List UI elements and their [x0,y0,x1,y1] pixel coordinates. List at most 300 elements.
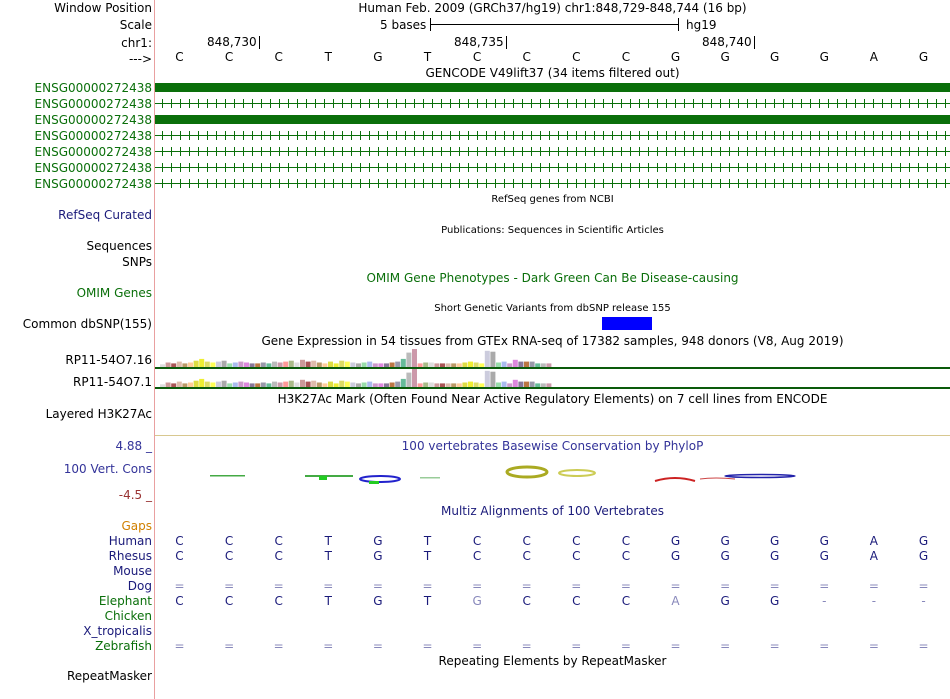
gtex-tissue-bar[interactable] [244,383,249,388]
gtex-tissue-bar[interactable] [451,363,456,367]
multiz.species.1.bases-base: C [621,549,631,563]
alignment-row [155,579,950,593]
multiz.species.7.bases-base: = [720,639,731,653]
multiz.species.0.bases-base: C [224,534,234,548]
gtex-tissue-bar[interactable] [238,382,243,387]
gtex-tissue-bar[interactable] [199,359,204,367]
gtex-tissue-bar[interactable] [171,383,176,387]
multiz.species.1.bases-base: T [324,549,332,563]
multiz.species.3.bases-base: = [323,579,334,593]
gtex-tissue-bar[interactable] [384,383,389,387]
gtex-tissue-bar[interactable] [507,383,512,387]
chr-tick: 848,730 [207,36,260,49]
reference_bases-base: G [670,50,681,64]
gtex-tissue-bar[interactable] [233,383,238,388]
multiz.species.7.bases-base: = [323,639,334,653]
gencode-title[interactable]: GENCODE V49lift37 (34 items filtered out) [425,66,680,80]
multiz.species.7.bases-base: = [224,639,235,653]
gencode-item-label[interactable]: ENSG00000272438 [34,161,152,175]
multiz.species.3.bases-base: = [918,579,929,593]
gtex-tissue-bar[interactable] [205,362,210,367]
gencode-item-label[interactable]: ENSG00000272438 [34,177,152,191]
reference_bases-base: C [224,50,234,64]
gtex-tissue-bar[interactable] [457,383,462,387]
gtex-tissue-bar[interactable] [194,381,199,387]
gtex-tissue-bar[interactable] [182,383,187,387]
chr-tick: 848,740 [702,36,755,49]
gtex-tissue-bar[interactable] [188,363,193,368]
multiz.species.0.bases-base: G [670,534,681,548]
gtex-tissue-bar[interactable] [446,363,451,367]
gtex-tissue-bar[interactable] [199,379,204,387]
multiz.species.0.bases-base: T [423,534,432,548]
gtex-tissue-bar[interactable] [166,363,171,368]
phylop-logo[interactable] [155,460,950,490]
gaps-label: Gaps [121,519,152,533]
gtex-tissue-bar[interactable] [541,363,546,367]
gtex-tissue-bar[interactable] [345,382,350,387]
gtex-tissue-bar[interactable] [356,363,361,367]
dbsnp-title: Short Genetic Variants from dbSNP release 155 [434,303,671,314]
gtex-tissue-bar[interactable] [395,362,400,367]
reference_bases-base: T [324,50,332,64]
multiz.species.3.bases-base: = [372,579,383,593]
gtex-tissue-bar[interactable] [227,363,232,367]
gtex-tissue-bar[interactable] [283,382,288,387]
window-position-label: Window Position [54,1,152,15]
multiz.species.7.bases-base: = [521,639,532,653]
multiz.species.3.bases-base: = [571,579,582,593]
gtex-tissue-bar[interactable] [451,383,456,387]
multiz.species.0.bases-base: G [373,534,383,548]
multiz.species.3.bases-base: = [868,579,879,593]
gtex-tissue-bar[interactable] [362,383,367,388]
gtex-tissue-bar[interactable] [434,383,439,387]
multiz.species.0.bases-base: C [274,534,283,548]
gencode-feature[interactable] [155,147,950,156]
gtex-tissue-bar[interactable] [418,383,423,387]
gtex-tissue-bar[interactable] [390,383,395,388]
gencode-item-label[interactable]: ENSG00000272438 [34,113,152,127]
multiz.species.3.bases-base: = [224,579,235,593]
gtex-tissue-bar[interactable] [311,381,316,387]
multiz.species.0.bases-base: C [522,534,531,548]
multiz.species.7.bases-base: = [918,639,929,653]
gtex-tissue-bar[interactable] [210,383,215,388]
alignment-row [155,624,950,638]
gtex-tissue-bar[interactable] [350,383,355,388]
gtex-tissue-bar[interactable] [429,363,434,368]
gtex-tissue-bar[interactable] [160,384,165,387]
multiz.species.1.bases-base: G [819,549,829,563]
dbsnp-variant[interactable] [602,317,652,330]
gtex-tissue-bar[interactable] [250,363,255,367]
gtex-tissue-bar[interactable] [278,363,283,368]
multiz.species.1.bases-base: C [522,549,531,563]
gtex-tissue-bar[interactable] [524,382,529,387]
gencode-item-label[interactable]: ENSG00000272438 [34,145,152,159]
gtex-tissue-bar[interactable] [250,383,255,387]
gtex-tissue-bar[interactable] [513,380,518,387]
gtex-tissue-bar[interactable] [406,373,411,387]
reference_bases-base: G [819,50,829,64]
gtex-tissue-bar[interactable] [490,372,495,387]
alignment-row [155,609,950,623]
gtex-tissue-bar[interactable] [311,361,316,367]
gtex-tissue-bar[interactable] [530,362,535,367]
reference_bases-base: C [621,50,631,64]
gencode-feature[interactable] [155,99,950,108]
h3k27ac-baseline [155,435,950,436]
gtex-tissue-bar[interactable] [294,383,299,388]
multiz.species.1.bases-base: C [274,549,283,563]
window-position-text: Human Feb. 2009 (GRCh37/hg19) chr1:848,729-848,744 (16 bp) [358,1,747,15]
gtex-gene-1-bars[interactable] [155,347,950,369]
phylop-max-label: 4.88 _ [115,439,152,453]
refseq-label[interactable]: RefSeq Curated [58,208,152,222]
gtex-tissue-bar[interactable] [266,383,271,387]
gtex-tissue-bar[interactable] [166,383,171,388]
gtex-tissue-bar[interactable] [423,383,428,388]
gtex-tissue-bar[interactable] [255,383,260,387]
repeatmasker-label[interactable]: RepeatMasker [66,669,152,683]
gencode-item-label[interactable]: ENSG00000272438 [34,81,152,95]
multiz.species.3.bases-base: = [521,579,532,593]
gtex-tissue-bar[interactable] [440,383,445,387]
multiz.species.7.bases-base: = [472,639,483,653]
gtex-tissue-bar[interactable] [272,362,277,367]
gtex-tissue-bar[interactable] [462,363,467,368]
gtex-tissue-bar[interactable] [513,360,518,367]
gtex-tissue-bar[interactable] [300,360,305,367]
multiz.species.1.bases-base: C [472,549,482,563]
multiz.species.0.bases-base: G [819,534,829,548]
gtex-tissue-bar[interactable] [468,382,473,387]
multiz.species.1.bases-base: G [918,549,929,563]
gtex-tissue-bar[interactable] [216,382,221,387]
gtex-tissue-bar[interactable] [171,363,176,367]
gtex-tissue-bar[interactable] [474,383,479,388]
multiz.species.4.bases-base: A [671,594,680,608]
gtex-tissue-bar[interactable] [530,382,535,387]
gtex-tissue-bar[interactable] [412,369,417,387]
multiz.species.0.bases-base: C [175,534,184,548]
multiz.species.4.bases-base: - [871,594,877,608]
gtex-tissue-bar[interactable] [412,349,417,367]
multiz.species.3.bases-base: = [720,579,731,593]
multiz.species.4.bases-base: T [324,594,332,608]
chr-tick: 848,735 [454,36,507,49]
multiz.species.1.bases-base: C [572,549,581,563]
species-label-chicken: Chicken [104,609,152,623]
gtex-tissue-bar[interactable] [496,363,501,368]
gtex-tissue-bar[interactable] [479,383,484,387]
phylop-min-label: -4.5 _ [118,488,152,502]
snps-label[interactable]: SNPs [122,255,152,269]
gtex-tissue-bar[interactable] [535,383,540,387]
gtex-tissue-bar[interactable] [328,362,333,367]
h3k27ac-label[interactable]: Layered H3K27Ac [45,407,152,421]
gtex-gene-2-bars[interactable] [155,369,950,389]
multiz.species.3.bases-base: = [819,579,830,593]
refseq-title: RefSeq genes from NCBI [491,194,614,205]
multiz.species.1.bases-base: G [373,549,383,563]
multiz.species.0.bases-base: C [472,534,482,548]
gtex-tissue-bar[interactable] [339,361,344,367]
gencode-feature[interactable] [155,163,950,172]
gtex-tissue-bar[interactable] [485,371,490,387]
gtex-tissue-bar[interactable] [395,382,400,387]
species-label-xtropicalis: X_tropicalis [83,624,152,638]
gtex-tissue-bar[interactable] [479,363,484,367]
gtex-tissue-bar[interactable] [177,362,182,367]
reference_bases-base: C [274,50,283,64]
reference_bases-base: C [472,50,482,64]
gtex-tissue-bar[interactable] [210,363,215,368]
scale-assembly: hg19 [686,18,717,32]
multiz.species.3.bases-base: = [174,579,185,593]
multiz.species.0.bases-base: C [572,534,581,548]
gtex-tissue-bar[interactable] [317,383,322,388]
multiz.species.4.bases-base: G [472,594,482,608]
gtex-tissue-bar[interactable] [334,363,339,367]
reference_bases-base: C [572,50,581,64]
gtex-tissue-bar[interactable] [345,362,350,367]
multiz.species.3.bases-base: = [472,579,483,593]
gtex-tissue-bar[interactable] [462,383,467,388]
multiz.species.7.bases-base: = [868,639,879,653]
phylop-title: 100 vertebrates Basewise Conservation by PhyloP [401,439,704,453]
multiz.species.7.bases-base: = [769,639,780,653]
gtex-tissue-bar[interactable] [261,363,266,368]
species-label-zebrafish: Zebrafish [95,639,152,653]
gtex-tissue-bar[interactable] [518,362,523,367]
multiz.species.7.bases-base: = [273,639,284,653]
gtex-tissue-bar[interactable] [194,361,199,367]
gtex-tissue-bar[interactable] [401,379,406,387]
gtex-tissue-bar[interactable] [244,363,249,368]
gtex-tissue-bar[interactable] [507,363,512,367]
multiz.species.4.bases-base: - [921,594,926,608]
gtex-tissue-bar[interactable] [205,382,210,387]
gtex-tissue-bar[interactable] [350,363,355,368]
multiz.species.7.bases-base: = [174,639,185,653]
scale-size-text: 5 bases [380,18,427,32]
gencode-item-label[interactable]: ENSG00000272438 [34,129,152,143]
reference_bases-base: G [918,50,929,64]
repeatmasker-title: Repeating Elements by RepeatMasker [438,654,667,668]
gtex-tissue-bar[interactable] [160,364,165,367]
multiz.species.4.bases-base: G [720,594,730,608]
gtex-tissue-bar[interactable] [367,382,372,387]
multiz.species.4.bases-base: G [770,594,780,608]
gtex-tissue-bar[interactable] [356,383,361,387]
species-label-dog: Dog [127,579,152,593]
multiz.species.4.bases-base: - [822,594,827,608]
gtex-tissue-bar[interactable] [541,383,546,387]
gtex-gene-label[interactable]: RP11-54O7.16 [65,353,152,367]
gencode-feature[interactable] [155,179,950,188]
gtex-tissue-bar[interactable] [502,362,507,367]
multiz-title: Multiz Alignments of 100 Vertebrates [440,504,665,518]
gtex-tissue-bar[interactable] [328,382,333,387]
multiz.species.3.bases-base: = [769,579,780,593]
gtex-tissue-bar[interactable] [177,382,182,387]
reference_bases-base: G [720,50,730,64]
gtex-tissue-bar[interactable] [238,362,243,367]
multiz.species.4.bases-base: T [423,594,432,608]
multiz.species.4.bases-base: C [224,594,234,608]
gtex-tissue-bar[interactable] [227,383,232,387]
gtex-tissue-bar[interactable] [339,381,344,387]
gtex-tissue-bar[interactable] [373,383,378,387]
multiz.species.4.bases-base: G [373,594,383,608]
species-label-mouse: Mouse [113,564,152,578]
multiz.species.3.bases-base: = [273,579,284,593]
gtex-tissue-bar[interactable] [255,363,260,367]
gtex-tissue-bar[interactable] [289,381,294,387]
gtex-title: Gene Expression in 54 tissues from GTEx RNA-seq of 17382 samples, 948 donors (V8, Aug 2019) [261,334,844,348]
gtex-tissue-bar[interactable] [233,363,238,368]
multiz.species.7.bases-base: = [422,639,433,653]
gtex-tissue-bar[interactable] [300,380,305,387]
alignment-row [155,549,950,563]
gtex-tissue-bar[interactable] [261,383,266,388]
gencode-feature[interactable] [155,83,950,92]
multiz.species.0.bases-base: T [324,534,332,548]
gtex-tissue-bar[interactable] [496,383,501,388]
gtex-tissue-bar[interactable] [502,382,507,387]
reference_bases-base: C [175,50,184,64]
multiz.species.0.bases-base: G [770,534,780,548]
gtex-tissue-bar[interactable] [546,383,551,387]
gtex-tissue-bar[interactable] [322,383,327,387]
dbsnp-label[interactable]: Common dbSNP(155) [22,317,152,331]
multiz.species.3.bases-base: = [422,579,433,593]
scale-label: Scale [119,18,152,32]
gtex-gene-label[interactable]: RP11-54O7.1 [73,375,152,389]
multiz.species.4.bases-base: C [175,594,184,608]
alignment-row [155,594,950,608]
species-label-human: Human [108,534,152,548]
gtex-tissue-bar[interactable] [334,383,339,387]
gtex-tissue-bar[interactable] [182,363,187,367]
gtex-tissue-bar[interactable] [440,363,445,367]
gtex-tissue-bar[interactable] [216,362,221,367]
gtex-tissue-bar[interactable] [322,363,327,367]
phylop-label[interactable]: 100 Vert. Cons [63,462,152,476]
gtex-tissue-bar[interactable] [278,383,283,388]
gtex-tissue-bar[interactable] [294,363,299,368]
gtex-tissue-bar[interactable] [378,363,383,367]
reference-sequence [155,50,950,64]
reference_bases-base: A [869,50,878,64]
gtex-tissue-bar[interactable] [266,363,271,367]
alignment-row [155,564,950,578]
species-label-elephant: Elephant [98,594,152,608]
h3k27ac-title: H3K27Ac Mark (Often Found Near Active Regulatory Elements) on 7 cell lines from ENCODE [277,392,828,406]
gtex-tissue-bar[interactable] [272,382,277,387]
gtex-tissue-bar[interactable] [222,361,227,367]
publications-title: Publications: Sequences in Scientific Articles [441,225,664,236]
gtex-tissue-bar[interactable] [434,363,439,367]
strand-label: ---> [128,52,152,66]
gtex-tissue-bar[interactable] [222,381,227,387]
multiz.species.3.bases-base: = [670,579,681,593]
gtex-tissue-bar[interactable] [406,353,411,367]
gtex-tissue-bar[interactable] [401,359,406,367]
gencode-feature[interactable] [155,115,950,124]
multiz.species.4.bases-base: C [621,594,631,608]
multiz.species.1.bases-base: C [224,549,234,563]
omim-label[interactable]: OMIM Genes [76,286,152,300]
gtex-tissue-bar[interactable] [306,382,311,387]
multiz.species.7.bases-base: = [571,639,582,653]
gtex-tissue-bar[interactable] [468,362,473,367]
gtex-tissue-bar[interactable] [457,363,462,367]
gtex-tissue-bar[interactable] [423,363,428,368]
sequences-label[interactable]: Sequences [86,239,152,253]
omim-title: OMIM Gene Phenotypes - Dark Green Can Be Disease-causing [366,271,739,285]
multiz.species.1.bases-base: G [770,549,780,563]
species-label-rhesus: Rhesus [108,549,152,563]
gtex-tissue-bar[interactable] [306,362,311,367]
gtex-baseline [155,387,950,389]
multiz.species.1.bases-base: C [175,549,184,563]
gtex-tissue-bar[interactable] [362,363,367,368]
multiz.species.0.bases-base: G [918,534,929,548]
gtex-tissue-bar[interactable] [188,383,193,388]
reference_bases-base: G [770,50,780,64]
multiz.species.7.bases-base: = [372,639,383,653]
gtex-tissue-bar[interactable] [490,352,495,367]
chr-label: chr1: [121,36,152,50]
reference_bases-base: G [373,50,383,64]
multiz.species.1.bases-base: A [869,549,878,563]
gtex-tissue-bar[interactable] [518,382,523,387]
gtex-tissue-bar[interactable] [390,363,395,368]
gencode-item-label[interactable]: ENSG00000272438 [34,97,152,111]
gtex-tissue-bar[interactable] [283,362,288,367]
gtex-tissue-bar[interactable] [367,362,372,367]
gtex-tissue-bar[interactable] [485,351,490,367]
multiz.species.1.bases-base: G [720,549,730,563]
multiz.species.7.bases-base: = [819,639,830,653]
gtex-tissue-bar[interactable] [317,363,322,368]
gtex-tissue-bar[interactable] [429,383,434,388]
gtex-tissue-bar[interactable] [378,383,383,387]
alignment-row [155,534,950,548]
gtex-tissue-bar[interactable] [524,362,529,367]
multiz.species.0.bases-base: A [869,534,878,548]
multiz.species.0.bases-base: C [621,534,631,548]
gtex-tissue-bar[interactable] [535,363,540,367]
gtex-tissue-bar[interactable] [418,363,423,367]
multiz.species.1.bases-base: T [423,549,432,563]
alignment-row [155,639,950,653]
multiz.species.7.bases-base: = [620,639,631,653]
multiz.species.4.bases-base: C [274,594,283,608]
gtex-tissue-bar[interactable] [546,363,551,367]
gtex-tissue-bar[interactable] [474,363,479,368]
gtex-tissue-bar[interactable] [446,383,451,387]
gencode-feature[interactable] [155,131,950,140]
gtex-tissue-bar[interactable] [373,363,378,367]
gtex-tissue-bar[interactable] [289,361,294,367]
gtex-tissue-bar[interactable] [384,363,389,367]
multiz.species.4.bases-base: C [572,594,581,608]
multiz.species.1.bases-base: G [670,549,681,563]
